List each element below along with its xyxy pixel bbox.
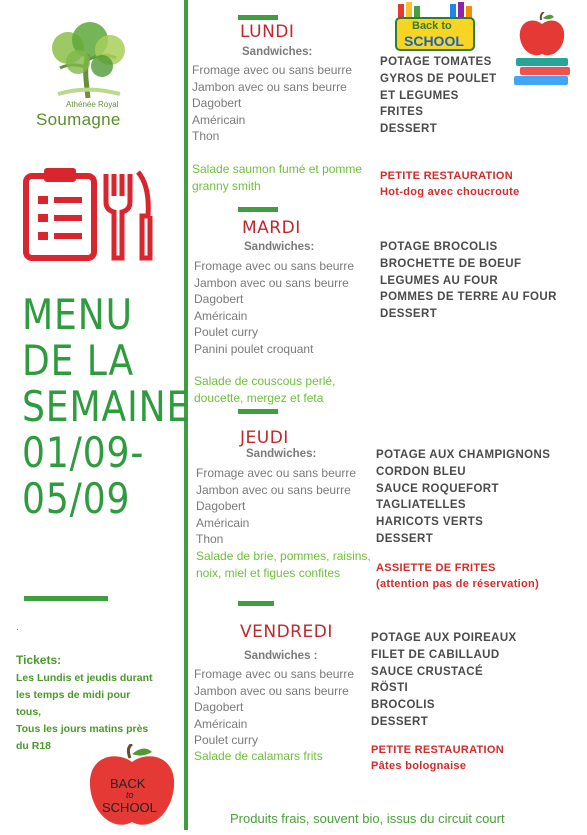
list-item: Dagobert (192, 96, 242, 110)
list-item: Jambon avec ou sans beurre (192, 79, 347, 94)
list-item: Américain (194, 716, 248, 731)
list-item: Thon (196, 532, 224, 546)
dish: DESSERT (380, 308, 438, 321)
back-to-school-apple (86, 744, 178, 830)
title-line: 01/09- (22, 428, 145, 477)
sandwich-label: Sandwiches: (242, 46, 313, 58)
salad-line: granny smith (192, 178, 261, 193)
school-prefix: Athénée Royal (66, 100, 119, 109)
list-item: Panini poulet croquant (194, 341, 314, 356)
sandwich-label: Sandwiches : (244, 650, 318, 662)
dish: SAUCE ROQUEFORT (376, 482, 499, 495)
list-item: Américain (192, 112, 246, 127)
main-dishes (380, 54, 497, 138)
dish: POTAGE TOMATES (380, 56, 492, 68)
list-item: Fromage avec ou sans beurre (192, 63, 353, 77)
tickets-heading: Tickets: (16, 653, 62, 667)
title-line: DE LA (22, 336, 135, 385)
dish: POTAGE AUX POIREAUX (371, 632, 517, 644)
resto-item: Hot-dog avec choucroute (380, 186, 520, 198)
list-item: Américain (194, 308, 248, 323)
dish: FILET DE CABILLAUD (371, 648, 500, 661)
dish: RÖSTI (371, 682, 409, 695)
dish: FRITES (380, 106, 424, 119)
dish: ET LEGUMES (380, 89, 459, 102)
menu-clipboard-cutlery-icon (22, 166, 154, 262)
main-dishes (376, 447, 550, 548)
petite-restauration (380, 168, 520, 200)
footer-note: Produits frais, souvent bio, issus du circuit court (230, 811, 505, 826)
banner-text-2: SCHOOL (404, 33, 464, 49)
day-title-vendredi: VENDREDI (240, 622, 333, 642)
list-item: Thon (192, 129, 220, 143)
salad-line: Salade de brie, pommes, raisins, (196, 549, 371, 563)
day-marker (238, 15, 278, 20)
sandwich-list (196, 465, 356, 548)
salad-line: Salade de calamars frits (194, 749, 323, 763)
tickets-line: Les Lundis et jeudis durant (16, 672, 153, 684)
tree-logo-icon (38, 20, 138, 100)
list-item: Poulet curry (194, 733, 259, 747)
salad-item (192, 161, 362, 194)
resto-item: (attention pas de réservation) (376, 578, 540, 590)
main-dishes (380, 239, 557, 323)
dish: DESSERT (371, 715, 429, 728)
assiette-frites (376, 560, 539, 592)
list-item: Fromage avec ou sans beurre (196, 466, 357, 480)
dish: POTAGE AUX CHAMPIGNONS (376, 449, 551, 461)
list-item: Jambon avec ou sans beurre (194, 683, 349, 698)
tickets-info (16, 670, 178, 755)
dish: BROCHETTE DE BOEUF (380, 257, 522, 270)
dish: POTAGE BROCOLIS (380, 241, 498, 253)
list-item: Dagobert (194, 700, 244, 714)
salad-line: noix, miel et figues confites (196, 565, 341, 580)
period-mark: . (16, 622, 19, 633)
list-item: Dagobert (194, 292, 244, 306)
sandwich-label: Sandwiches: (244, 241, 315, 253)
apple-text-to: to (126, 790, 134, 800)
petite-restauration (371, 742, 504, 774)
salad-line: Salade saumon fumé et pomme (192, 162, 363, 176)
day-marker (238, 207, 278, 212)
dish: BROCOLIS (371, 699, 435, 712)
day-title-lundi: LUNDI (240, 22, 295, 42)
apple-text-school: SCHOOL (102, 800, 157, 815)
sandwich-list (194, 666, 354, 749)
dish: SAUCE CRUSTACÉ (371, 665, 484, 678)
resto-title: PETITE RESTAURATION (380, 170, 514, 182)
dish: LEGUMES AU FOUR (380, 274, 499, 287)
title-underline (24, 596, 108, 601)
title-line: SEMAINE (22, 382, 191, 431)
salad-line: doucette, mergez et feta (194, 390, 324, 405)
salad-item (194, 748, 323, 765)
list-item: Fromage avec ou sans beurre (194, 259, 355, 273)
list-item: Fromage avec ou sans beurre (194, 667, 355, 681)
main-dishes (371, 630, 517, 731)
page-title (22, 292, 190, 522)
dish: TAGLIATELLES (376, 499, 466, 512)
title-line: MENU (22, 290, 133, 339)
salad-item (194, 373, 335, 406)
day-title-jeudi: JEUDI (240, 428, 289, 448)
list-item: Dagobert (196, 499, 246, 513)
salad-line: Salade de couscous perlé, (194, 374, 336, 388)
day-marker (238, 601, 274, 606)
title-line: 05/09 (22, 474, 131, 523)
dish: HARICOTS VERTS (376, 516, 484, 529)
dish: DESSERT (376, 532, 434, 545)
school-name: Soumagne (36, 110, 121, 129)
tickets-line: Tous les jours matins près (16, 723, 149, 735)
list-item: Américain (196, 515, 250, 530)
dish: POMMES DE TERRE AU FOUR (380, 291, 557, 304)
list-item: Jambon avec ou sans beurre (196, 482, 351, 497)
sandwich-list (194, 258, 354, 357)
list-item: Jambon avec ou sans beurre (194, 275, 349, 290)
day-title-mardi: MARDI (242, 218, 301, 238)
tickets-line: du R18 (16, 740, 52, 752)
list-item: Poulet curry (194, 325, 259, 339)
school-logo (38, 20, 138, 130)
tickets-line: les temps de midi pour (16, 689, 131, 701)
dish: CORDON BLEU (376, 465, 467, 478)
resto-title: ASSIETTE DE FRITES (376, 562, 496, 574)
apple-text-back: BACK (110, 776, 146, 791)
sandwich-label: Sandwiches: (246, 448, 317, 460)
sandwich-list (192, 62, 352, 145)
dish: GYROS DE POULET (380, 72, 497, 85)
day-marker (238, 409, 278, 414)
apple-books-icon (514, 12, 572, 88)
resto-item: Pâtes bolognaise (371, 760, 467, 772)
tickets-line: tous, (16, 706, 42, 718)
resto-title: PETITE RESTAURATION (371, 744, 505, 756)
back-to-school-banner (392, 2, 478, 52)
banner-text-1: Back to (412, 20, 452, 32)
salad-item (196, 548, 371, 581)
dish: DESSERT (380, 123, 438, 136)
